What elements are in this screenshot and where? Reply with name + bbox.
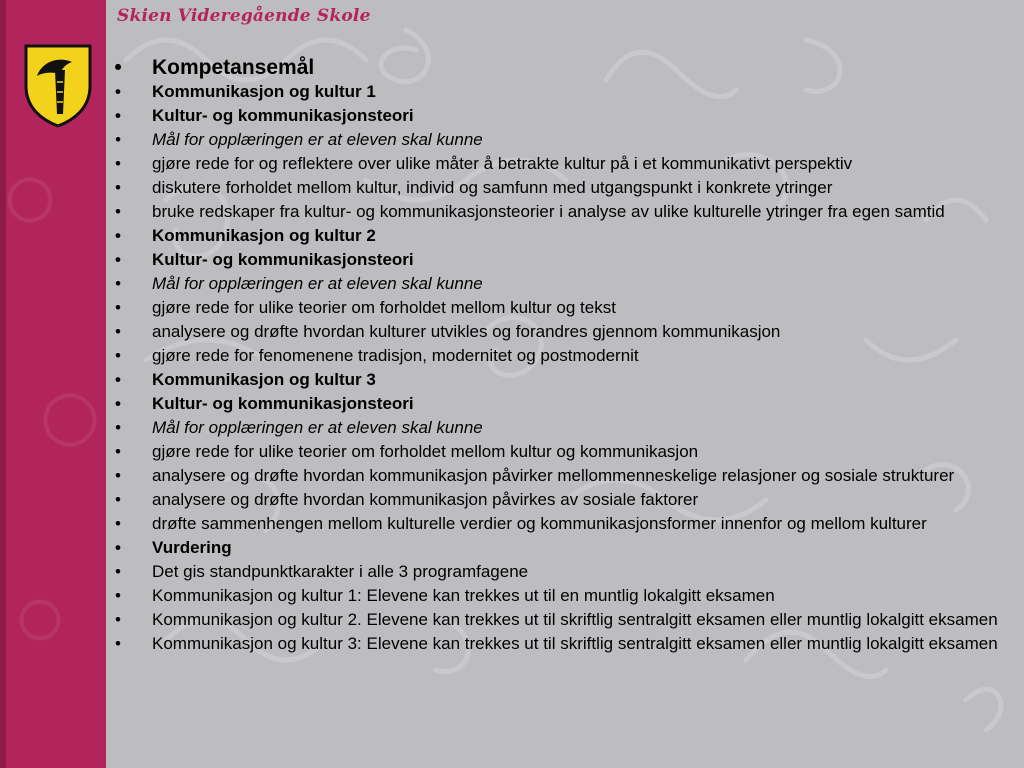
bullet-marker: • [115, 226, 121, 245]
list-item-text: gjøre rede for ulike teorier om forholdet mellom kultur og kommunikasjon [152, 442, 699, 461]
bullet-marker: • [115, 274, 121, 293]
list-item-text: Vurdering [152, 538, 232, 557]
list-item [113, 443, 1018, 460]
bullet-marker: • [115, 298, 121, 317]
list-item [113, 227, 1018, 244]
list-item [113, 395, 1018, 412]
list-item [113, 131, 1018, 148]
list-item-text: analysere og drøfte hvordan kulturer utvikles og forandres gjennom kommunikasjon [152, 322, 781, 341]
list-item [113, 467, 1018, 484]
list-item-text: Kommunikasjon og kultur 1: Elevene kan trekkes ut til en muntlig lokalgitt eksamen [152, 586, 775, 605]
list-item-text: Kommunikasjon og kultur 3 [152, 370, 376, 389]
bullet-marker: • [115, 202, 121, 221]
competence-list [113, 56, 1018, 659]
list-item-text: Mål for opplæringen er at eleven skal kunne [152, 274, 483, 293]
list-item [113, 203, 1018, 220]
list-item-text: Kompetansemål [152, 56, 315, 79]
list-item [113, 56, 1018, 80]
bullet-marker: • [115, 250, 121, 269]
list-item [113, 515, 1018, 532]
list-item [113, 299, 1018, 316]
list-item-text: Kultur- og kommunikasjonsteori [152, 394, 414, 413]
bullet-marker: • [115, 154, 121, 173]
list-item [113, 155, 1018, 172]
bullet-marker: • [115, 538, 121, 557]
list-item [113, 347, 1018, 364]
list-item-text: Det gis standpunktkarakter i alle 3 programfagene [152, 562, 529, 581]
list-item [113, 323, 1018, 340]
school-name: Skien Videregående Skole [117, 6, 371, 26]
list-item-text: Mål for opplæringen er at eleven skal kunne [152, 418, 483, 437]
bullet-marker: • [115, 370, 121, 389]
school-crest-logo [22, 42, 94, 128]
list-item-text: Kommunikasjon og kultur 2. Elevene kan trekkes ut til skriftlig sentralgitt eksamen eller muntlig lokalgitt eksamen [152, 610, 998, 629]
bullet-marker: • [115, 418, 121, 437]
list-item-text: gjøre rede for ulike teorier om forholdet mellom kultur og tekst [152, 298, 616, 317]
list-item [113, 179, 1018, 196]
list-item-text: drøfte sammenhengen mellom kulturelle verdier og kommunikasjonsformer innenfor og mellom kulturer [152, 514, 927, 533]
list-item-text: diskutere forholdet mellom kultur, individ og samfunn med utgangspunkt i konkrete ytringer [152, 178, 833, 197]
list-item [113, 275, 1018, 292]
list-item [113, 539, 1018, 556]
bullet-marker: • [115, 178, 121, 197]
bullet-marker: • [115, 82, 121, 101]
list-item-text: gjøre rede for og reflektere over ulike måter å betrakte kultur på i et kommunikativt perspektiv [152, 154, 853, 173]
list-item-text: Kultur- og kommunikasjonsteori [152, 250, 414, 269]
bullet-marker: • [115, 586, 121, 605]
list-item-text: Kommunikasjon og kultur 1 [152, 82, 376, 101]
bullet-marker: • [115, 610, 121, 629]
bullet-marker: • [115, 514, 121, 533]
list-item-text: Kommunikasjon og kultur 3: Elevene kan trekkes ut til skriftlig sentralgitt eksamen eller muntlig lokalgitt eksamen [152, 634, 998, 653]
list-item-text: Kommunikasjon og kultur 2 [152, 226, 376, 245]
list-item [113, 587, 1018, 604]
list-item [113, 371, 1018, 388]
bullet-marker: • [115, 562, 121, 581]
list-item-text: bruke redskaper fra kultur- og kommunikasjonsteorier i analyse av ulike kulturelle ytringer fra egen samtid [152, 202, 945, 221]
list-item [113, 107, 1018, 124]
bullet-marker: • [115, 346, 121, 365]
list-item [113, 635, 1018, 652]
list-item-text: gjøre rede for fenomenene tradisjon, modernitet og postmodernit [152, 346, 639, 365]
bullet-marker: • [115, 466, 121, 485]
list-item [113, 611, 1018, 628]
bullet-marker: • [114, 56, 122, 79]
list-item-text: Mål for opplæringen er at eleven skal kunne [152, 130, 483, 149]
list-item-text: analysere og drøfte hvordan kommunikasjon påvirkes av sosiale faktorer [152, 490, 699, 509]
list-item-text: Kultur- og kommunikasjonsteori [152, 106, 414, 125]
bullet-marker: • [115, 322, 121, 341]
bullet-marker: • [115, 442, 121, 461]
bullet-marker: • [115, 130, 121, 149]
list-item [113, 491, 1018, 508]
list-item-text: analysere og drøfte hvordan kommunikasjon påvirker mellommenneskelige relasjoner og sosiale strukturer [152, 466, 955, 485]
bullet-marker: • [115, 394, 121, 413]
list-item [113, 563, 1018, 580]
bullet-marker: • [115, 634, 121, 653]
bullet-marker: • [115, 490, 121, 509]
bullet-marker: • [115, 106, 121, 125]
list-item [113, 251, 1018, 268]
sidebar-edge [0, 0, 6, 768]
list-item [113, 419, 1018, 436]
list-item [113, 83, 1018, 100]
